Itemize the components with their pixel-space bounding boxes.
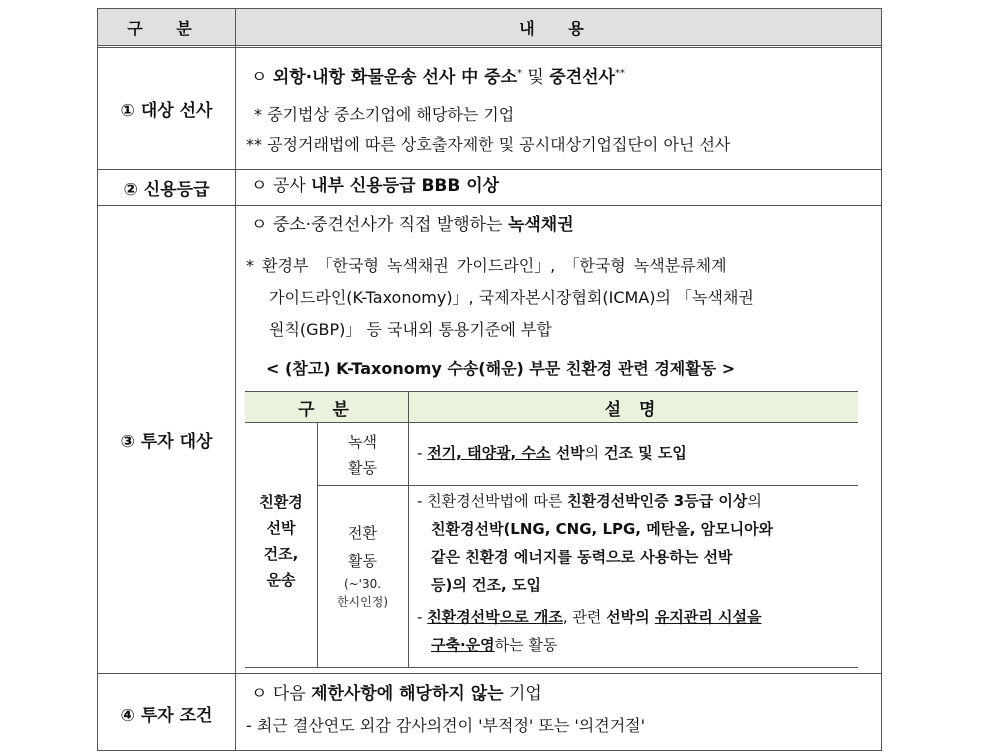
- inner-divider: [317, 485, 858, 486]
- investment-target-note-line-3: 원칙(GBP)」 등 국내외 통용기준에 부합: [269, 320, 552, 339]
- row-label-investment-target: ③ 투자 대상: [120, 432, 213, 452]
- green-activity-desc: - 전기, 태양광, 수소 선박의 건조 및 도입: [417, 444, 687, 462]
- credit-rating-text: ㅇ 공사 내부 신용등급 BBB 이상: [251, 176, 500, 196]
- header-col-content: 내 용: [236, 9, 881, 45]
- header-col-category: 구 분: [98, 9, 235, 45]
- transition-activity-desc-2: - 친환경선박으로 개조, 관련 선박의 유지관리 시설을 구축·운영하는 활동: [417, 608, 762, 654]
- inner-divider: [408, 391, 409, 667]
- row-label-credit-rating: ② 신용등급: [123, 180, 210, 200]
- row-label-investment-condition: ④ 투자 조건: [120, 705, 213, 726]
- inner-subgroup-transition: 전환 활동 (~'30. 한시인정): [336, 524, 389, 609]
- target-carrier-note-1: * 중기법상 중소기업에 해당하는 기업: [254, 105, 515, 124]
- investment-condition-detail: - 최근 결산연도 외감 감사의견이 '부적정' 또는 '의견거절': [246, 716, 646, 735]
- row-label-target-carrier: ① 대상 선사: [120, 101, 213, 121]
- transition-activity-desc-1: - 친환경선박법에 따른 친환경선박인증 3등급 이상의 친환경선박(LNG, CNG, LPG, 메탄올, 암모니아와 같은 친환경 에너지를 동력으로 사용하는 선박 등)의 건조, 도입: [417, 492, 774, 594]
- inner-subgroup-green: 녹색 활동: [348, 433, 377, 477]
- inner-header-description: 설 명: [408, 391, 858, 423]
- inner-header-category: 구 분: [245, 391, 408, 423]
- investment-target-main: ㅇ 중소·중견선사가 직접 발행하는 녹색채권: [251, 215, 574, 235]
- investment-condition-main: ㅇ 다음 제한사항에 해당하지 않는 기업: [251, 684, 542, 704]
- investment-target-note-line-1: * 환경부 「한국형 녹색채권 가이드라인」, 「한국형 녹색분류체계: [246, 256, 727, 275]
- investment-target-note-line-2: 가이드라인(K-Taxonomy)」, 국제자본시장협회(ICMA)의 「녹색채권: [269, 288, 754, 307]
- k-taxonomy-table: [245, 391, 858, 668]
- inner-group-label: 친환경 선박 건조, 운송: [259, 493, 303, 589]
- criteria-table: [97, 8, 882, 751]
- column-divider: [235, 9, 236, 750]
- reference-title: < (참고) K-Taxonomy 수송(해운) 부문 친환경 관련 경제활동 >: [266, 359, 736, 378]
- target-carrier-main: ㅇ 외항·내항 화물운송 선사 中 중소* 및 중견선사**: [251, 67, 625, 88]
- target-carrier-note-2: ** 공정거래법에 따른 상호출자제한 및 공시대상기업집단이 아닌 선사: [246, 135, 731, 154]
